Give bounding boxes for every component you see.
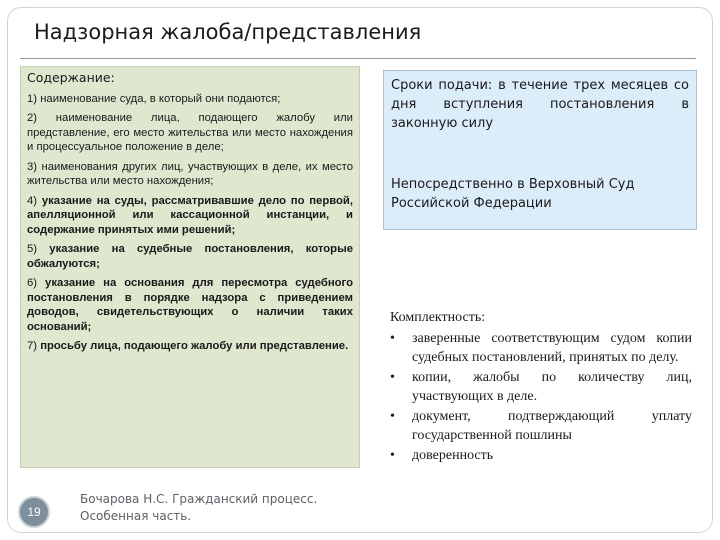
- deadline-box: [383, 70, 697, 230]
- slide-title: Надзорная жалоба/представления: [34, 20, 422, 44]
- bullet-icon: •: [390, 331, 395, 346]
- title-divider: [20, 58, 696, 59]
- court-text: Непосредственно в Верховный Суд Российской Федерации: [391, 177, 635, 211]
- content-item-1: 1) наименование суда, в который они подаются;: [27, 92, 281, 105]
- content-heading: Содержание:: [27, 70, 115, 85]
- content-item-3: 3) наименования других лиц, участвующих в деле, их место жительства или место нахождения;: [27, 160, 353, 187]
- deadline-text: Сроки подачи: в течение трех месяцев со дня вступления постановления в законную силу: [391, 78, 689, 131]
- deadline-label: Сроки подачи: [391, 78, 488, 93]
- bullet-icon: •: [390, 409, 395, 424]
- completeness-list: [390, 329, 692, 465]
- content-item-4: 4) указание на суды, рассматривавшие дело по первой, апелляционной или кассационной инстанции, и содержание принятых ими решений;: [27, 194, 354, 236]
- footer-line-2: Особенная часть.: [80, 509, 192, 523]
- content-item-6: 6) указание на основания для пересмотра судебного постановления в порядке надзора с приведением доводов, свидетельствующих о наличии таких оснований;: [27, 277, 354, 333]
- content-box: [20, 66, 360, 468]
- completeness-block: [390, 308, 692, 466]
- bullet-icon: •: [390, 448, 395, 463]
- footer-line-1: Бочарова Н.С. Гражданский процесс.: [80, 492, 318, 506]
- bullet-icon: •: [390, 370, 395, 385]
- completeness-heading: Комплектность:: [390, 310, 486, 325]
- list-item: • доверенность: [390, 448, 494, 463]
- content-item-7: 7) просьбу лица, подающего жалобу или представление.: [27, 340, 349, 352]
- content-item-2: 2) наименование лица, подающего жалобу или представление, его место жительства или место нахождения и процессуальное положение в деле;: [27, 112, 353, 153]
- page-number-badge: 19: [18, 496, 50, 528]
- footer-text: [80, 491, 317, 525]
- list-item: • копии, жалобы по количеству лиц, участвующих в деле.: [390, 370, 692, 404]
- list-item: • заверенные соответствующим судом копии судебных постановлений, принятых по делу.: [390, 331, 692, 365]
- list-item: • документ, подтверждающий уплату государственной пошлины: [390, 409, 692, 443]
- content-item-5: 5) указание на судебные постановления, которые обжалуются;: [27, 243, 353, 270]
